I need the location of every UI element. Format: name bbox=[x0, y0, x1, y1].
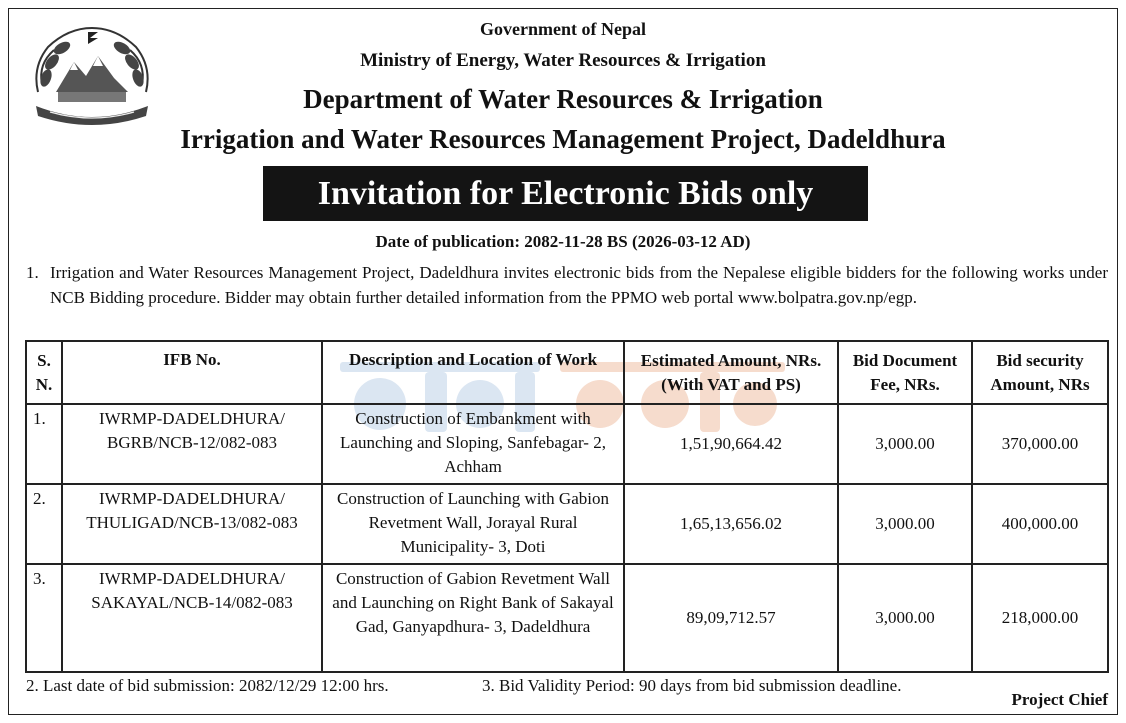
row-estimated: 1,51,90,664.42 bbox=[624, 404, 838, 484]
row-description: Construction of Embankment with Launching and Sloping, Sanfebagar- 2, Achham bbox=[322, 404, 624, 484]
row-sn: 1. bbox=[26, 404, 62, 484]
row-fee: 3,000.00 bbox=[838, 404, 972, 484]
clause-1-text: Irrigation and Water Resources Management Project, Dadeldhura invites electronic bids from the Nepalese eligible bidders for the following works under NCB Bidding procedure. Bidder may obtain further detailed information from the PPMO web portal www.bolpatra.gov.np/egp. bbox=[50, 263, 1108, 307]
project-heading: Irrigation and Water Resources Management Project, Dadeldhura bbox=[180, 124, 946, 154]
government-heading: Government of Nepal bbox=[480, 19, 646, 39]
header-estimated: Estimated Amount, NRs. (With VAT and PS) bbox=[624, 341, 838, 404]
table-row bbox=[26, 484, 1108, 564]
notice-title-banner: Invitation for Electronic Bids only bbox=[263, 166, 868, 221]
row-security: 400,000.00 bbox=[972, 484, 1108, 564]
header-fee: Bid Document Fee, NRs. bbox=[838, 341, 972, 404]
clause-2: 2. Last date of bid submission: 2082/12/29 12:00 hrs. bbox=[26, 676, 389, 695]
signatory: Project Chief bbox=[1011, 690, 1108, 709]
row-estimated: 1,65,13,656.02 bbox=[624, 484, 838, 564]
row-fee: 3,000.00 bbox=[838, 484, 972, 564]
row-description: Construction of Gabion Revetment Wall and Launching on Right Bank of Sakayal Gad, Ganyapdhura- 3, Dadeldhura bbox=[322, 564, 624, 672]
row-ifb: IWRMP-DADELDHURA/ BGRB/NCB-12/082-083 bbox=[62, 404, 322, 484]
row-security: 218,000.00 bbox=[972, 564, 1108, 672]
publication-date: Date of publication: 2082-11-28 BS (2026-03-12 AD) bbox=[375, 232, 751, 251]
row-sn: 3. bbox=[26, 564, 62, 672]
row-description: Construction of Launching with Gabion Revetment Wall, Jorayal Rural Municipality- 3, Doti bbox=[322, 484, 624, 564]
ministry-heading: Ministry of Energy, Water Resources & Irrigation bbox=[360, 50, 766, 71]
header-sn: S. N. bbox=[26, 341, 62, 404]
header-ifb: IFB No. bbox=[62, 341, 322, 404]
table-row bbox=[26, 564, 1108, 672]
row-ifb: IWRMP-DADELDHURA/ SAKAYAL/NCB-14/082-083 bbox=[62, 564, 322, 672]
header-security: Bid security Amount, NRs bbox=[972, 341, 1108, 404]
bids-table bbox=[25, 340, 1109, 673]
row-estimated: 89,09,712.57 bbox=[624, 564, 838, 672]
row-sn: 2. bbox=[26, 484, 62, 564]
row-fee: 3,000.00 bbox=[838, 564, 972, 672]
table-row bbox=[26, 404, 1108, 484]
row-ifb: IWRMP-DADELDHURA/ THULIGAD/NCB-13/082-083 bbox=[62, 484, 322, 564]
clause-1 bbox=[26, 261, 1108, 310]
clause-1-number: 1. bbox=[26, 263, 39, 282]
header-description: Description and Location of Work bbox=[322, 341, 624, 404]
clause-3: 3. Bid Validity Period: 90 days from bid submission deadline. bbox=[482, 676, 902, 695]
department-heading: Department of Water Resources & Irrigation bbox=[303, 84, 823, 114]
table-header-row bbox=[26, 341, 1108, 404]
row-security: 370,000.00 bbox=[972, 404, 1108, 484]
